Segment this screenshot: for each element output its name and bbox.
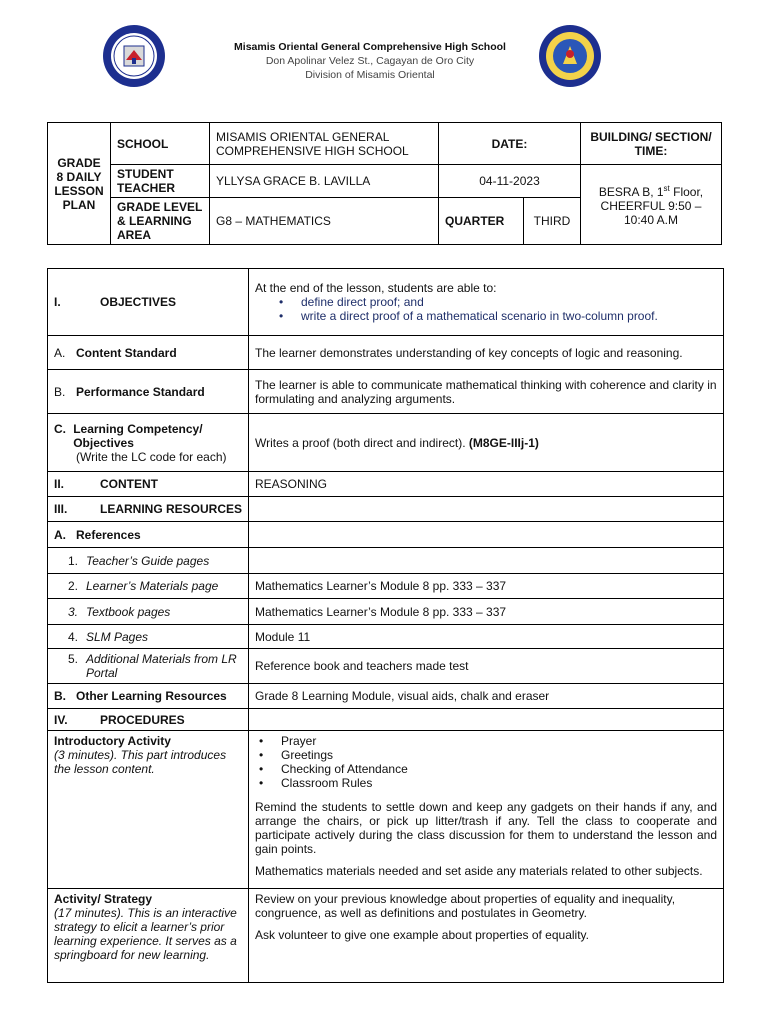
deped-seal-logo	[538, 24, 602, 88]
ref-item-value: Reference book and teachers made test	[249, 649, 724, 684]
activity-paragraph: Ask volunteer to give one example about properties of equality.	[255, 928, 589, 942]
school-value: MISAMIS ORIENTAL GENERAL COMPREHENSIVE HIGH SCHOOL	[210, 123, 439, 165]
activity-paragraph: Review on your previous knowledge about properties of equality and inequality, congruence, as well as definitions and postulates in Geometry.	[255, 892, 676, 920]
introductory-list	[255, 734, 717, 790]
procedures-row: IV. PROCEDURES	[48, 709, 724, 731]
content-label: CONTENT	[100, 477, 158, 491]
table-row: 5. Additional Materials from LR Portal Reference book and teachers made test	[48, 649, 724, 684]
grade-plan-title: GRADE 8 DAILY LESSON PLAN	[48, 123, 111, 245]
list-item: • Greetings	[255, 748, 717, 762]
ref-item-label: Teacher’s Guide pages	[86, 553, 210, 568]
content-standard-value: The learner demonstrates understanding of key concepts of logic and reasoning.	[249, 336, 724, 370]
school-name: Misamis Oriental General Comprehensive High School	[234, 41, 506, 53]
student-teacher-label: STUDENT TEACHER	[111, 165, 210, 198]
introductory-label: Introductory Activity	[54, 734, 171, 748]
grade-level-label: GRADE LEVEL & LEARNING AREA	[111, 198, 210, 245]
table-row: 4. SLM Pages Module 11	[48, 625, 724, 649]
list-item: • define direct proof; and	[255, 295, 717, 309]
building-value: BESRA B, 1st Floor, CHEERFUL 9:50 – 10:40 A.M	[581, 165, 722, 245]
school-label: SCHOOL	[111, 123, 210, 165]
performance-standard-value: The learner is able to communicate mathematical thinking with coherence and clarity in formulating and analyzing arguments.	[249, 370, 724, 414]
activity-row	[48, 889, 724, 983]
date-value: 04-11-2023	[439, 165, 581, 198]
competency-note: (Write the LC code for each)	[76, 449, 227, 464]
activity-label: Activity/ Strategy	[54, 892, 153, 906]
performance-standard-label: Performance Standard	[76, 384, 205, 399]
ref-item-value: Mathematics Learner’s Module 8 pp. 333 – 337	[249, 599, 724, 625]
date-label: DATE:	[439, 123, 581, 165]
school-seal-logo	[102, 24, 166, 88]
table-row: 3. Textbook pages Mathematics Learner’s Module 8 pp. 333 – 337	[48, 599, 724, 625]
ref-item-label: Textbook pages	[86, 604, 171, 619]
references-label: References	[76, 527, 141, 542]
other-resources-value: Grade 8 Learning Module, visual aids, chalk and eraser	[249, 684, 724, 709]
ref-item-label: SLM Pages	[86, 629, 149, 644]
objectives-row: I. OBJECTIVES At the end of the lesson, students are able to: • define direct proof; and • write a direct proof of a mathematical scenario in two-column proof.	[48, 269, 724, 336]
student-teacher-value: YLLYSA GRACE B. LAVILLA	[210, 165, 439, 198]
competency-value: Writes a proof (both direct and indirect).	[255, 435, 466, 450]
ref-item-value	[249, 548, 724, 574]
list-item: • Prayer	[255, 734, 717, 748]
introductory-row	[48, 731, 724, 889]
table-row: 1. Teacher’s Guide pages	[48, 548, 724, 574]
procedures-label: PROCEDURES	[100, 712, 185, 727]
ref-item-label: Additional Materials from LR Portal	[86, 652, 237, 680]
table-row: 2. Learner’s Materials page Mathematics Learner’s Module 8 pp. 333 – 337	[48, 574, 724, 599]
other-resources-row: B. Other Learning Resources Grade 8 Learning Module, visual aids, chalk and eraser	[48, 684, 724, 709]
ref-item-label: Learner’s Materials page	[86, 579, 219, 593]
lesson-plan-table	[47, 268, 724, 983]
other-resources-label: Other Learning Resources	[76, 689, 227, 703]
content-row: II. CONTENT REASONING	[48, 472, 724, 497]
objectives-intro: At the end of the lesson, students are able to:	[255, 281, 497, 295]
introductory-paragraph: Mathematics materials needed and set aside any materials related to other subjects.	[255, 864, 703, 878]
introductory-note: (3 minutes). This part introduces the lesson content.	[54, 748, 227, 776]
activity-note: (17 minutes). This is an interactive strategy to elicit a learner’s prior learning experience. It serves as a springboard for new learning.	[54, 906, 237, 962]
grade-level-value: G8 – MATHEMATICS	[210, 198, 439, 245]
ref-item-value: Mathematics Learner’s Module 8 pp. 333 – 337	[249, 574, 724, 599]
performance-standard-row: B. Performance Standard The learner is able to communicate mathematical thinking with coherence and clarity in formulating and analyzing arguments.	[48, 370, 724, 414]
content-standard-row: A. Content Standard The learner demonstrates understanding of key concepts of logic and reasoning.	[48, 336, 724, 370]
list-item: • Classroom Rules	[255, 776, 717, 790]
list-item: • write a direct proof of a mathematical scenario in two-column proof.	[255, 309, 717, 323]
objectives-label: OBJECTIVES	[100, 295, 177, 309]
school-division: Division of Misamis Oriental	[305, 69, 435, 81]
resources-label: LEARNING RESOURCES	[100, 502, 243, 516]
school-address: Don Apolinar Velez St., Cagayan de Oro City	[265, 55, 475, 67]
objectives-list	[255, 295, 717, 323]
content-standard-label: Content Standard	[76, 345, 177, 360]
building-label: BUILDING/ SECTION/ TIME:	[581, 123, 722, 165]
lesson-info-table	[47, 122, 722, 245]
quarter-value: THIRD	[524, 198, 581, 245]
references-row: A. References	[48, 522, 724, 548]
introductory-paragraph: Remind the students to settle down and keep any gadgets on their hands if any, and arrange the chairs, or pick up litter/trash if any. Tell the class to cooperate and participate actively during the class discussion for them to understand the lesson and gain points.	[255, 800, 717, 856]
competency-code: (M8GE-IIIj-1)	[468, 435, 539, 450]
quarter-label: QUARTER	[439, 198, 524, 245]
content-value: REASONING	[249, 472, 724, 497]
competency-row: C. Learning Competency/ Objectives (Write the LC code for each) Writes a proof (both direct and indirect). (M8GE-IIIj-1)	[48, 414, 724, 472]
list-item: • Checking of Attendance	[255, 762, 717, 776]
ref-item-value: Module 11	[249, 625, 724, 649]
competency-label: Learning Competency/ Objectives	[73, 421, 203, 450]
school-letterhead	[160, 40, 580, 82]
resources-row: III. LEARNING RESOURCES	[48, 497, 724, 522]
